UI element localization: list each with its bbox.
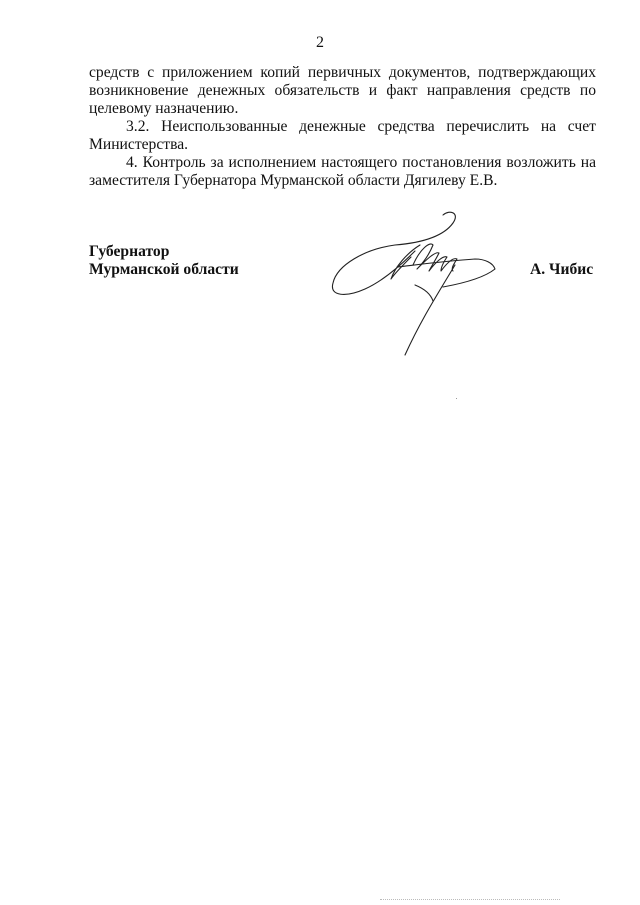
text-line: средств с приложением копий первичных документов, подтверждающих: [89, 64, 596, 81]
document-body: [89, 64, 596, 190]
scan-speck: [456, 398, 457, 399]
text-line: 3.2. Неиспользованные денежные средства перечислить на счет: [126, 118, 596, 135]
text-line: заместителя Губернатора Мурманской области Дягилеву Е.В.: [89, 172, 498, 189]
signer-name: А. Чибис: [530, 261, 594, 278]
handwritten-signature: [325, 205, 510, 365]
paragraph-unused-funds: [89, 118, 596, 154]
text-line: возникновение денежных обязательств и факт направления средств по: [89, 82, 596, 99]
text-line: целевому назначению.: [89, 100, 239, 117]
paragraph-funds-report: [89, 64, 596, 118]
signoff-title: [89, 243, 239, 279]
text-line: 4. Контроль за исполнением настоящего постановления возложить на: [126, 154, 596, 171]
page-number: 2: [316, 34, 324, 51]
text-line: Министерства.: [89, 136, 189, 153]
paragraph-control: [89, 154, 596, 190]
scan-footer-artifact: [380, 899, 560, 901]
signoff-title-line: Губернатор: [89, 243, 170, 260]
signoff-title-line: Мурманской области: [89, 261, 239, 278]
